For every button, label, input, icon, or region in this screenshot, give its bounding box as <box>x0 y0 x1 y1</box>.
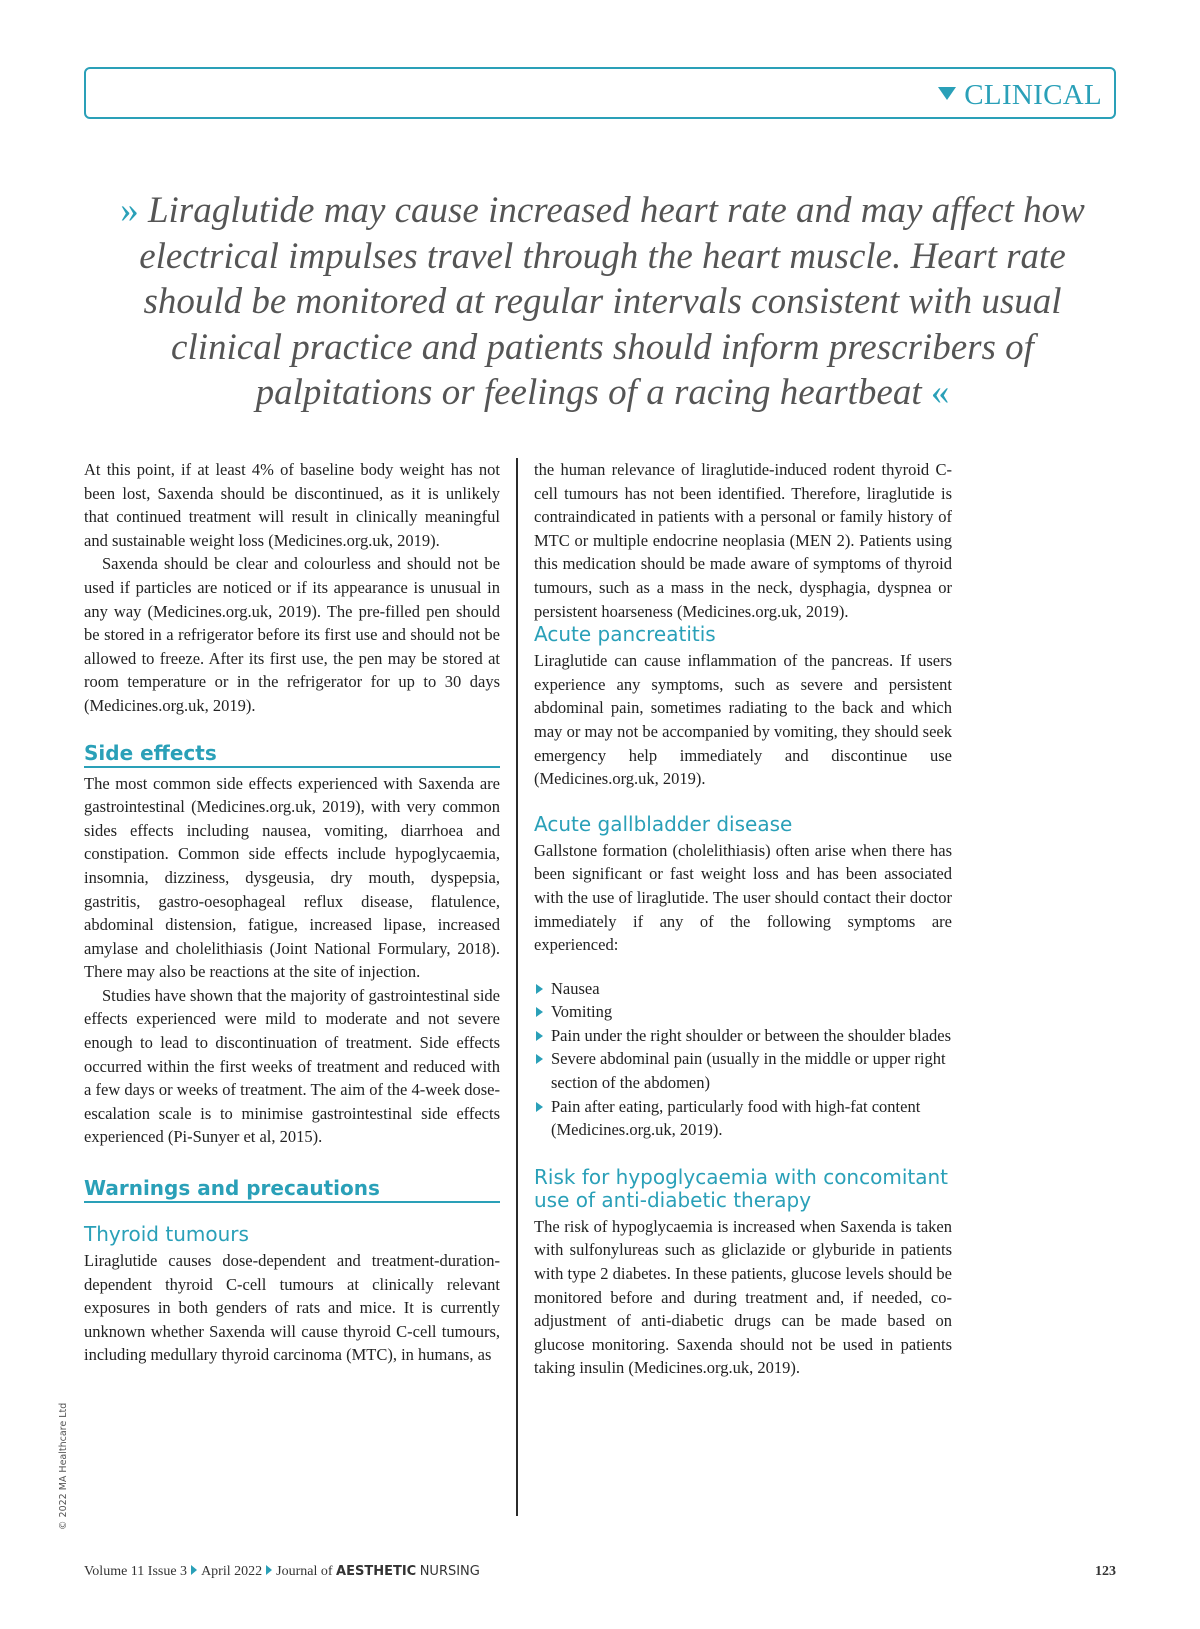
symptom-list <box>534 977 952 1142</box>
paragraph: Liraglutide can cause inflammation of the pancreas. If users experience any symptoms, such as severe and persistent abdominal pain, sometimes radiating to the back and which may or may not be accompanied by vomiting, they should seek emergency help immediately and discontinue use (Medicines.org.uk, 2019). <box>534 651 952 789</box>
heading-side-effects: Side effects <box>84 740 500 768</box>
triangle-right-icon <box>536 1031 543 1041</box>
triangle-right-icon <box>266 1565 272 1575</box>
right-column <box>534 458 952 1380</box>
paragraph: the human relevance of liraglutide-induced rodent thyroid C-cell tumours has not been identified. Therefore, liraglutide is contraindicated in patients with a personal or family history of MTC or multiple endocrine neoplasia (MEN 2). Patients using this medication should be made aware of symptoms of thyroid tumours, such as a mass in the neck, dysphagia, dyspnea or persistent hoarseness (Medicines.org.uk, 2019). <box>534 460 952 621</box>
footer-volume: Volume 11 Issue 3 <box>84 1564 188 1579</box>
page-number: 123 <box>1095 1564 1116 1579</box>
list-item: Pain after eating, particularly food with high-fat content (Medicines.org.uk, 2019). <box>534 1095 952 1142</box>
heading-hypoglycaemia-risk: Risk for hypoglycaemia with concomitant use of anti-diabetic therapy <box>534 1164 948 1212</box>
copyright-notice: © 2022 MA Healthcare Ltd <box>58 1402 69 1530</box>
paragraph: Liraglutide causes dose-dependent and treatment-duration-dependent thyroid C-cell tumours at clinically relevant exposures in both genders of rats and mice. It is currently unknown whether Saxenda will cause thyroid C-cell tumours, including medullary thyroid carcinoma (MTC), in humans, as <box>84 1251 500 1365</box>
triangle-right-icon <box>536 1054 543 1064</box>
pull-quote-text: Liraglutide may cause increased heart rate and may affect how electrical impulses travel through the heart muscle. Heart rate should be monitored at regular intervals consistent with usual clinical practice and patients should inform prescribers of palpitations or feelings of a racing heartbeat <box>139 190 1085 413</box>
footer-date: April 2022 <box>201 1564 263 1579</box>
section-label-text: CLINICAL <box>964 79 1102 111</box>
triangle-right-icon <box>536 1102 543 1112</box>
list-item: Vomiting <box>534 1000 952 1024</box>
triangle-right-icon <box>536 1007 543 1017</box>
paragraph: The most common side effects experienced with Saxenda are gastrointestinal (Medicines.org.uk, 2019), with very common sides effects including nausea, vomiting, diarrhoea and constipation. Common side effects include hypoglycaemia, insomnia, dizziness, dysgeusia, dry mouth, dyspepsia, gastritis, gastro-oesophageal reflux disease, flatulence, abdominal distension, fatigue, increased lipase, increased amylase and cholelithiasis (Joint National Formulary, 2018). There may also be reactions at the site of injection. <box>84 773 500 982</box>
footer-journal-brand: AESTHETIC <box>336 1564 417 1579</box>
heading-acute-gallbladder: Acute gallbladder disease <box>534 811 793 836</box>
pull-quote <box>90 188 1115 416</box>
paragraph: Gallstone formation (cholelithiasis) often arise when there has been significant or fast weight loss and has been associated with the use of liraglutide. The user should contact their doctor immediately if any of the following symptoms are experienced: <box>534 840 952 955</box>
footer-journal-suffix: NURSING <box>419 1564 480 1579</box>
paragraph: Saxenda should be clear and colourless and should not be used if particles are noticed or if its appearance is unusual in any way (Medicines.org.uk, 2019). The pre-filled pen should be stored in a refrigerator before its first use and should not be allowed to freeze. After its first use, the pen may be stored at room temperature or in the refrigerator for up to 30 days (Medicines.org.uk, 2019). <box>84 554 500 715</box>
triangle-right-icon <box>536 984 543 994</box>
triangle-down-icon <box>938 87 956 100</box>
list-item: Severe abdominal pain (usually in the middle or upper right section of the abdomen) <box>534 1047 952 1094</box>
heading-thyroid-tumours: Thyroid tumours <box>84 1222 249 1247</box>
footer-journal-prefix: Journal of <box>276 1564 333 1579</box>
paragraph: At this point, if at least 4% of baseline body weight has not been lost, Saxenda should be discontinued, as it is unlikely that continued treatment will result in clinically meaningful and sustainable weight loss (Medicines.org.uk, 2019). <box>84 460 500 550</box>
page-footer <box>84 1564 1116 1580</box>
column-divider <box>516 458 518 1516</box>
list-item: Nausea <box>534 977 952 1001</box>
heading-acute-pancreatitis: Acute pancreatitis <box>534 622 716 647</box>
left-column <box>84 458 500 1367</box>
list-item: Pain under the right shoulder or between the shoulder blades <box>534 1024 952 1048</box>
paragraph: Studies have shown that the majority of gastrointestinal side effects experienced were mild to moderate and not severe enough to lead to discontinuation of treatment. Side effects occurred within the first weeks of treatment and reduced with a few days or weeks of treatment. The aim of the 4-week dose-escalation scale is to minimise gastrointestinal side effects experienced (Pi-Sunyer et al, 2015). <box>84 985 500 1147</box>
heading-warnings: Warnings and precautions <box>84 1175 500 1203</box>
quote-open-mark: » <box>120 190 139 231</box>
triangle-right-icon <box>191 1565 197 1575</box>
paragraph: The risk of hypoglycaemia is increased when Saxenda is taken with sulfonylureas such as gliclazide or glyburide in patients with type 2 diabetes. In these patients, glucose levels should be monitored before and during treatment and, if needed, co-adjustment of anti-diabetic drugs can be made based on glucose monitoring. Saxenda should not be used in patients taking insulin (Medicines.org.uk, 2019). <box>534 1216 952 1378</box>
section-label <box>938 79 1102 112</box>
section-header-box <box>84 67 1116 119</box>
quote-close-mark: « <box>930 372 950 413</box>
